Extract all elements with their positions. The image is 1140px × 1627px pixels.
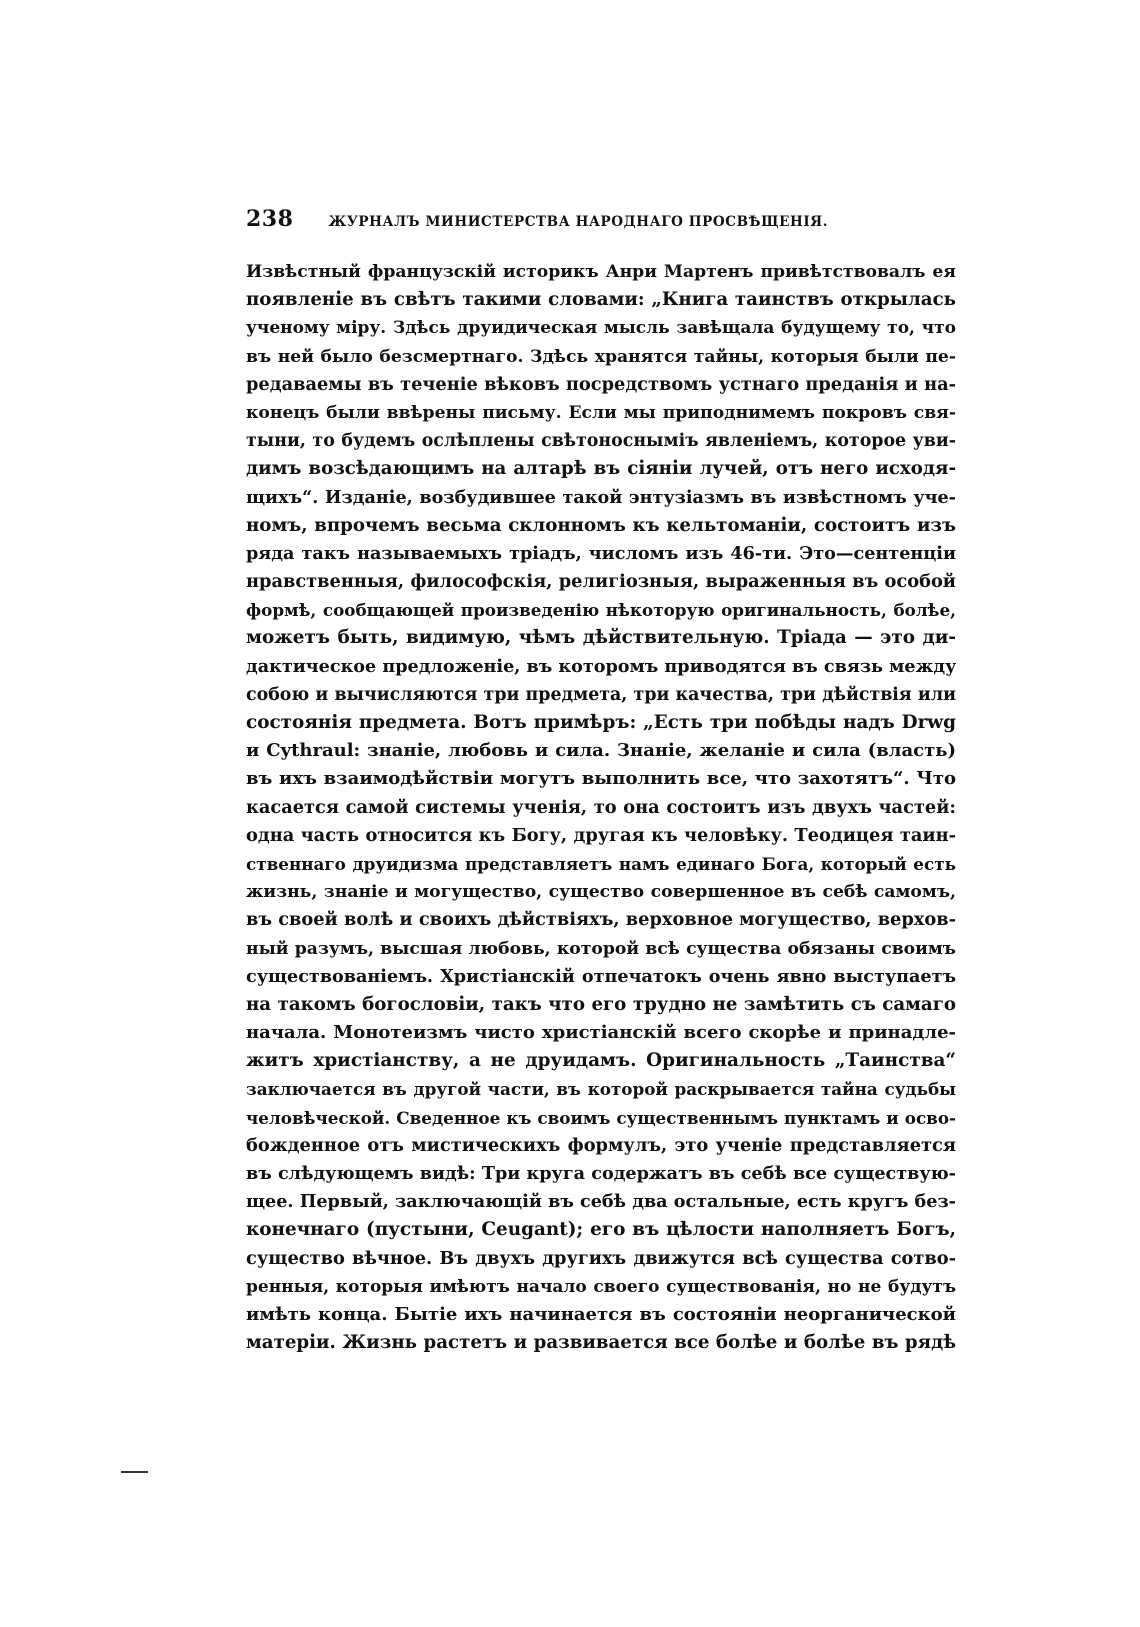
text-line: на такомъ богословіи, такъ что его трудно не замѣтить съ самаго: [246, 993, 956, 1015]
text-line: касается самой системы ученія, то она состоитъ изъ двухъ частей:: [246, 796, 956, 818]
text-line: ный разумъ, высшая любовь, которой всѣ существа обязаны своимъ: [246, 938, 956, 959]
text-line: матеріи. Жизнь растетъ и развивается все болѣе и болѣе въ рядѣ: [246, 1332, 956, 1354]
page-header: [246, 206, 956, 236]
text-line: одна часть относится къ Богу, другая къ человѣку. Теодицея таин-: [246, 824, 956, 846]
text-line: Извѣстный французскій историкъ Анри Мартенъ привѣтствовалъ ея: [246, 262, 956, 282]
text-line: существованіемъ. Христіанскій отпечатокъ очень явно выступаетъ: [246, 965, 956, 987]
text-line: имѣть конца. Бытіе ихъ начинается въ состояніи неорганической: [246, 1303, 956, 1325]
text-line: появленіе въ свѣтъ такими словами: „Книга таинствъ открылась: [246, 289, 956, 311]
page-number: 238: [246, 206, 294, 232]
text-line: щее. Первый, заключающій въ себѣ два остальные, есть кругъ без-: [246, 1191, 956, 1213]
text-line: житъ христіанству, а не друидамъ. Оригинальность „Таинства“: [246, 1050, 956, 1072]
text-line: дактическое предложеніе, въ которомъ приводятся въ связь между: [246, 655, 956, 677]
text-line: въ ней было безсмертнаго. Здѣсь хранятся тайны, которыя были пе-: [246, 346, 956, 367]
text-line: номъ, впрочемъ весьма склонномъ къ кельтоманіи, состоитъ изъ: [246, 514, 956, 536]
text-line: въ своей волѣ и своихъ дѣйствіяхъ, верховное могущество, верхов-: [246, 909, 956, 931]
running-title: ЖУРНАЛЪ МИНИСТЕРСТВА НАРОДНАГО ПРОСВѢЩЕНІЯ.: [328, 214, 829, 230]
text-line: состоянія предмета. Вотъ примѣръ: „Есть три побѣды надъ Drwg: [246, 712, 956, 733]
text-line: существо вѣчное. Въ двухъ другихъ движутся всѣ существа сотво-: [246, 1247, 956, 1269]
text-line: димъ возсѣдающимъ на алтарѣ въ сіяніи лучей, отъ него исходя-: [246, 458, 956, 480]
text-line: въ ихъ взаимодѣйствіи могутъ выполнить все, что захотятъ“. Что: [246, 768, 956, 790]
text-line: конечнаго (пустыни, Ceugant); его въ цѣлости наполняетъ Богъ,: [246, 1219, 956, 1241]
text-line: формѣ, сообщающей произведенію нѣкоторую оригинальность, болѣе,: [246, 600, 956, 621]
text-line: человѣческой. Сведенное къ своимъ существеннымъ пунктамъ и осво-: [246, 1107, 956, 1128]
text-line: божденное отъ мистическихъ формулъ, это ученіе представляется: [246, 1134, 956, 1156]
text-line: ственнаго друидизма представляетъ намъ единаго Бога, который есть: [246, 853, 956, 874]
text-line: собою и вычисляются три предмета, три качества, три дѣйствія или: [246, 684, 956, 705]
text-line: можетъ быть, видимую, чѣмъ дѣйствительную. Тріада — это ди-: [246, 627, 956, 649]
text-line: ученому міру. Здѣсь друидическая мысль завѣщала будущему то, что: [246, 318, 956, 339]
text-line: нравственныя, философскія, религіозныя, выраженныя въ особой: [246, 571, 956, 593]
text-line: и Cythraul: знаніе, любовь и сила. Знаніе, желаніе и сила (власть): [246, 740, 956, 762]
margin-dash-mark: [121, 1471, 148, 1473]
text-line: ряда такъ называемыхъ тріадъ, числомъ изъ 46-ти. Это—сентенціи: [246, 542, 956, 564]
text-line: въ слѣдующемъ видѣ: Три круга содержатъ въ себѣ все существую-: [246, 1163, 956, 1184]
text-line: конецъ были ввѣрены письму. Если мы приподнимемъ покровъ свя-: [246, 402, 956, 423]
text-line: щихъ“. Изданіе, возбудившее такой энтузіазмъ въ извѣстномъ уче-: [246, 486, 956, 508]
text-line: редаваемы въ теченіе вѣковъ посредствомъ устнаго преданія и на-: [246, 373, 956, 395]
body-text: [246, 258, 956, 1357]
text-line: начала. Монотеизмъ чисто христіанскій всего скорѣе и принадле-: [246, 1022, 956, 1044]
text-line: жизнь, знаніе и могущество, существо совершенное въ себѣ самомъ,: [246, 882, 956, 903]
text-line: тыни, то будемъ ослѣплены свѣтоносныміъ явленіемъ, которое уви-: [246, 431, 956, 452]
text-line: заключается въ другой части, въ которой раскрывается тайна судьбы: [246, 1079, 956, 1100]
text-line: ренныя, которыя имѣютъ начало своего существованія, но не будутъ: [246, 1276, 956, 1297]
